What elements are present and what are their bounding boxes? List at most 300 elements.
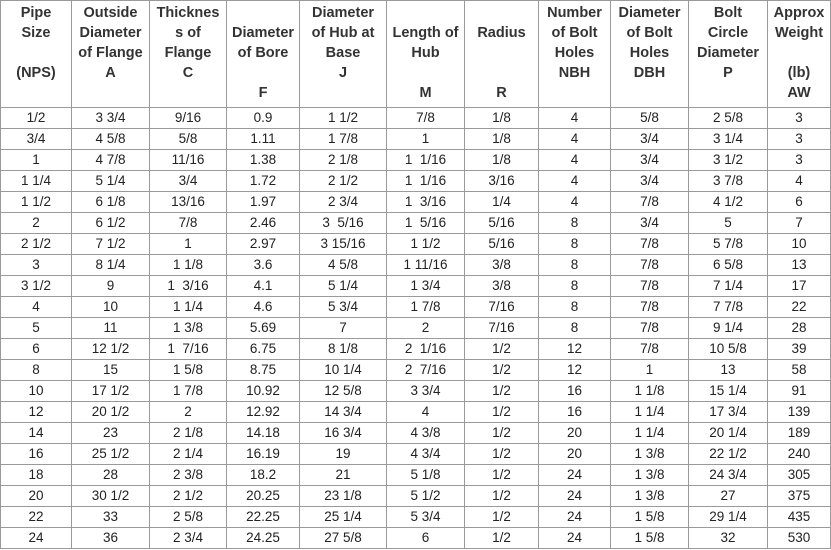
bolt-hole-diameter-cell: 1 3/8 — [611, 486, 689, 507]
pipe-size-cell: 1 1/4 — [1, 171, 72, 192]
pipe-size-cell: 18 — [1, 465, 72, 486]
pipe-size-cell: 3 1/2 — [1, 276, 72, 297]
outside-diameter-cell: 28 — [72, 465, 150, 486]
outside-diameter-cell: 23 — [72, 423, 150, 444]
approx-weight-header — [768, 1, 831, 108]
bolt-hole-count-cell: 12 — [539, 360, 611, 381]
radius-cell: 1/8 — [465, 129, 539, 150]
bolt-hole-count-cell: 12 — [539, 339, 611, 360]
flange-thickness-cell: 11/16 — [150, 150, 227, 171]
table-row — [1, 318, 831, 339]
pipe-size-cell: 5 — [1, 318, 72, 339]
approx-weight-cell: 375 — [768, 486, 831, 507]
pipe-size-cell: 1/2 — [1, 108, 72, 129]
hub-base-diameter-cell: 4 5/8 — [300, 255, 387, 276]
header-line: Pipe — [20, 5, 52, 21]
approx-weight-cell: 3 — [768, 150, 831, 171]
table-row — [1, 150, 831, 171]
flange-thickness-cell: 1 — [150, 234, 227, 255]
header-spacer — [465, 43, 538, 63]
flange-thickness-cell: 7/8 — [150, 213, 227, 234]
hub-base-diameter-cell: 1 7/8 — [300, 129, 387, 150]
bolt-hole-diameter-cell: 7/8 — [611, 276, 689, 297]
hub-base-diameter-header — [300, 1, 387, 108]
hub-base-diameter-cell: 16 3/4 — [300, 423, 387, 444]
pipe-size-cell: 4 — [1, 297, 72, 318]
hub-base-diameter-cell: 3 5/16 — [300, 213, 387, 234]
hub-length-cell: 5 3/4 — [387, 507, 465, 528]
radius-cell: 1/2 — [465, 444, 539, 465]
outside-diameter-cell: 20 1/2 — [72, 402, 150, 423]
table-row — [1, 465, 831, 486]
outside-diameter-cell: 5 1/4 — [72, 171, 150, 192]
header-line: Thicknes — [156, 5, 220, 21]
approx-weight-cell: 17 — [768, 276, 831, 297]
flange-thickness-cell: 5/8 — [150, 129, 227, 150]
bore-diameter-cell: 5.69 — [227, 318, 300, 339]
outside-diameter-cell: 15 — [72, 360, 150, 381]
bolt-hole-count-cell: 4 — [539, 150, 611, 171]
hub-base-diameter-cell: 27 5/8 — [300, 528, 387, 549]
table-row — [1, 507, 831, 528]
bolt-circle-diameter-cell: 6 5/8 — [689, 255, 768, 276]
approx-weight-cell: 3 — [768, 129, 831, 150]
bolt-hole-diameter-cell: 7/8 — [611, 255, 689, 276]
flange-thickness-cell: 1 1/8 — [150, 255, 227, 276]
pipe-size-cell: 14 — [1, 423, 72, 444]
outside-diameter-cell: 4 5/8 — [72, 129, 150, 150]
bore-diameter-cell: 6.75 — [227, 339, 300, 360]
bolt-circle-diameter-cell: 10 5/8 — [689, 339, 768, 360]
table-row — [1, 528, 831, 549]
pipe-size-cell: 2 — [1, 213, 72, 234]
bore-diameter-cell: 22.25 — [227, 507, 300, 528]
table-row — [1, 297, 831, 318]
flange-thickness-cell: 2 3/4 — [150, 528, 227, 549]
header-line: of Flange — [78, 45, 143, 61]
radius-cell: 1/2 — [465, 465, 539, 486]
table-row — [1, 339, 831, 360]
outside-diameter-cell: 11 — [72, 318, 150, 339]
bolt-circle-diameter-cell: 27 — [689, 486, 768, 507]
bolt-hole-diameter-cell: 1 3/8 — [611, 465, 689, 486]
header-line: F — [258, 85, 268, 101]
approx-weight-cell: 13 — [768, 255, 831, 276]
header-line: C — [182, 65, 194, 81]
pipe-size-cell: 8 — [1, 360, 72, 381]
flange-thickness-cell: 1 1/4 — [150, 297, 227, 318]
approx-weight-cell: 10 — [768, 234, 831, 255]
bore-diameter-cell: 8.75 — [227, 360, 300, 381]
table-row — [1, 402, 831, 423]
bolt-circle-diameter-header — [689, 1, 768, 108]
bolt-hole-count-header — [539, 1, 611, 108]
flange-thickness-cell: 1 3/8 — [150, 318, 227, 339]
radius-cell: 1/2 — [465, 339, 539, 360]
outside-diameter-cell: 3 3/4 — [72, 108, 150, 129]
radius-cell: 7/16 — [465, 297, 539, 318]
pipe-size-cell: 20 — [1, 486, 72, 507]
outside-diameter-cell: 6 1/2 — [72, 213, 150, 234]
approx-weight-cell: 28 — [768, 318, 831, 339]
approx-weight-cell: 39 — [768, 339, 831, 360]
outside-diameter-cell: 8 1/4 — [72, 255, 150, 276]
pipe-size-cell: 3/4 — [1, 129, 72, 150]
hub-length-cell: 3 3/4 — [387, 381, 465, 402]
outside-diameter-cell: 6 1/8 — [72, 192, 150, 213]
hub-base-diameter-cell: 14 3/4 — [300, 402, 387, 423]
hub-length-cell: 1 11/16 — [387, 255, 465, 276]
approx-weight-cell: 240 — [768, 444, 831, 465]
flange-thickness-cell: 2 3/8 — [150, 465, 227, 486]
bolt-hole-count-cell: 20 — [539, 423, 611, 444]
header-line: Size — [21, 25, 51, 41]
bolt-hole-count-cell: 4 — [539, 108, 611, 129]
hub-length-cell: 1 3/16 — [387, 192, 465, 213]
hub-length-cell: 6 — [387, 528, 465, 549]
bolt-hole-diameter-cell: 1 5/8 — [611, 528, 689, 549]
outside-diameter-cell: 12 1/2 — [72, 339, 150, 360]
header-line: of Hub at — [311, 25, 375, 41]
radius-cell: 1/2 — [465, 507, 539, 528]
header-line: AW — [787, 85, 811, 101]
bore-diameter-cell: 18.2 — [227, 465, 300, 486]
bolt-circle-diameter-cell: 13 — [689, 360, 768, 381]
table-row — [1, 255, 831, 276]
header-line: Circle — [707, 25, 749, 41]
bolt-hole-count-cell: 8 — [539, 318, 611, 339]
hub-length-cell: 1 7/8 — [387, 297, 465, 318]
bore-diameter-cell: 20.25 — [227, 486, 300, 507]
flange-thickness-cell: 1 7/8 — [150, 381, 227, 402]
bolt-hole-count-cell: 24 — [539, 528, 611, 549]
radius-cell: 1/2 — [465, 402, 539, 423]
approx-weight-cell: 4 — [768, 171, 831, 192]
outside-diameter-cell: 30 1/2 — [72, 486, 150, 507]
bore-diameter-cell: 1.97 — [227, 192, 300, 213]
header-line: A — [105, 65, 116, 81]
hub-base-diameter-cell: 5 3/4 — [300, 297, 387, 318]
header-spacer — [227, 3, 299, 23]
bolt-hole-diameter-cell: 7/8 — [611, 318, 689, 339]
bolt-circle-diameter-cell: 15 1/4 — [689, 381, 768, 402]
header-line: Holes — [629, 45, 670, 61]
bore-diameter-cell: 2.46 — [227, 213, 300, 234]
bore-diameter-cell: 1.38 — [227, 150, 300, 171]
approx-weight-cell: 6 — [768, 192, 831, 213]
flange-thickness-cell: 9/16 — [150, 108, 227, 129]
table-row — [1, 486, 831, 507]
bolt-hole-diameter-cell: 3/4 — [611, 129, 689, 150]
bore-diameter-cell: 12.92 — [227, 402, 300, 423]
approx-weight-cell: 435 — [768, 507, 831, 528]
radius-cell: 1/8 — [465, 150, 539, 171]
bore-diameter-cell: 0.9 — [227, 108, 300, 129]
pipe-size-cell: 3 — [1, 255, 72, 276]
header-line: Radius — [477, 25, 526, 41]
bolt-hole-diameter-cell: 3/4 — [611, 213, 689, 234]
radius-cell: 7/16 — [465, 318, 539, 339]
hub-base-diameter-cell: 3 15/16 — [300, 234, 387, 255]
radius-cell: 1/2 — [465, 528, 539, 549]
bolt-hole-count-cell: 24 — [539, 507, 611, 528]
header-line: J — [338, 65, 348, 81]
radius-cell: 1/2 — [465, 360, 539, 381]
hub-base-diameter-cell: 7 — [300, 318, 387, 339]
bolt-hole-diameter-cell: 1 — [611, 360, 689, 381]
header-line: Approx — [773, 5, 825, 21]
table-row — [1, 381, 831, 402]
bolt-circle-diameter-cell: 17 3/4 — [689, 402, 768, 423]
pipe-size-cell: 1 — [1, 150, 72, 171]
pipe-size-cell: 1 1/2 — [1, 192, 72, 213]
flange-thickness-header — [150, 1, 227, 108]
bolt-hole-count-cell: 4 — [539, 171, 611, 192]
hub-base-diameter-cell: 25 1/4 — [300, 507, 387, 528]
bolt-circle-diameter-cell: 3 1/2 — [689, 150, 768, 171]
bolt-circle-diameter-cell: 3 7/8 — [689, 171, 768, 192]
bore-diameter-cell: 10.92 — [227, 381, 300, 402]
header-line: Diameter — [311, 5, 375, 21]
flange-thickness-cell: 2 — [150, 402, 227, 423]
approx-weight-cell: 91 — [768, 381, 831, 402]
bolt-circle-diameter-cell: 4 1/2 — [689, 192, 768, 213]
flange-thickness-cell: 2 5/8 — [150, 507, 227, 528]
header-spacer — [227, 63, 299, 83]
hub-length-cell: 5 1/2 — [387, 486, 465, 507]
header-line: Diameter — [79, 25, 142, 41]
header-line: Diameter — [231, 25, 295, 41]
hub-length-cell: 1 1/2 — [387, 234, 465, 255]
bolt-hole-count-cell: 8 — [539, 234, 611, 255]
bolt-circle-diameter-cell: 29 1/4 — [689, 507, 768, 528]
hub-base-diameter-cell: 2 3/4 — [300, 192, 387, 213]
bore-diameter-cell: 14.18 — [227, 423, 300, 444]
bore-diameter-cell: 4.1 — [227, 276, 300, 297]
table-row — [1, 108, 831, 129]
bolt-hole-diameter-cell: 7/8 — [611, 339, 689, 360]
hub-length-cell: 1 1/16 — [387, 150, 465, 171]
hub-length-cell: 1 1/16 — [387, 171, 465, 192]
pipe-size-header — [1, 1, 72, 108]
header-line: (NPS) — [16, 65, 56, 81]
approx-weight-cell: 139 — [768, 402, 831, 423]
bolt-hole-count-cell: 4 — [539, 192, 611, 213]
bolt-hole-count-cell: 20 — [539, 444, 611, 465]
bolt-hole-diameter-header — [611, 1, 689, 108]
bolt-hole-diameter-cell: 7/8 — [611, 192, 689, 213]
table-row — [1, 423, 831, 444]
hub-base-diameter-cell: 12 5/8 — [300, 381, 387, 402]
outside-diameter-cell: 17 1/2 — [72, 381, 150, 402]
radius-cell: 3/8 — [465, 255, 539, 276]
pipe-size-cell: 12 — [1, 402, 72, 423]
flange-thickness-cell: 2 1/4 — [150, 444, 227, 465]
bolt-hole-count-cell: 4 — [539, 129, 611, 150]
header-line: Diameter — [618, 5, 681, 21]
pipe-size-cell: 16 — [1, 444, 72, 465]
radius-cell: 5/16 — [465, 213, 539, 234]
outside-diameter-cell: 7 1/2 — [72, 234, 150, 255]
header-line: of Bolt — [626, 25, 673, 41]
bolt-hole-count-cell: 24 — [539, 465, 611, 486]
hub-length-cell: 2 — [387, 318, 465, 339]
bore-diameter-header — [227, 1, 300, 108]
hub-base-diameter-cell: 10 1/4 — [300, 360, 387, 381]
approx-weight-cell: 305 — [768, 465, 831, 486]
flange-thickness-cell: 13/16 — [150, 192, 227, 213]
radius-cell: 3/16 — [465, 171, 539, 192]
outside-diameter-cell: 36 — [72, 528, 150, 549]
header-spacer — [387, 3, 464, 23]
hub-length-cell: 1 5/16 — [387, 213, 465, 234]
bolt-circle-diameter-cell: 24 3/4 — [689, 465, 768, 486]
hub-length-cell: 4 — [387, 402, 465, 423]
table-row — [1, 276, 831, 297]
hub-length-cell: 7/8 — [387, 108, 465, 129]
flange-thickness-cell: 3/4 — [150, 171, 227, 192]
outside-diameter-cell: 25 1/2 — [72, 444, 150, 465]
hub-length-cell: 2 7/16 — [387, 360, 465, 381]
approx-weight-cell: 7 — [768, 213, 831, 234]
hub-base-diameter-cell: 1 1/2 — [300, 108, 387, 129]
approx-weight-cell: 22 — [768, 297, 831, 318]
flange-thickness-cell: 1 7/16 — [150, 339, 227, 360]
hub-base-diameter-cell: 21 — [300, 465, 387, 486]
bolt-hole-count-cell: 16 — [539, 381, 611, 402]
hub-length-cell: 4 3/4 — [387, 444, 465, 465]
flange-thickness-cell: 1 3/16 — [150, 276, 227, 297]
hub-length-cell: 1 3/4 — [387, 276, 465, 297]
pipe-size-cell: 22 — [1, 507, 72, 528]
outside-diameter-cell: 33 — [72, 507, 150, 528]
bolt-hole-diameter-cell: 1 1/8 — [611, 381, 689, 402]
bore-diameter-cell: 1.72 — [227, 171, 300, 192]
bolt-circle-diameter-cell: 3 1/4 — [689, 129, 768, 150]
header-line: R — [496, 85, 507, 101]
bore-diameter-cell: 24.25 — [227, 528, 300, 549]
approx-weight-cell: 189 — [768, 423, 831, 444]
approx-weight-cell: 3 — [768, 108, 831, 129]
bolt-circle-diameter-cell: 5 — [689, 213, 768, 234]
flange-thickness-cell: 2 1/8 — [150, 423, 227, 444]
header-line: Holes — [554, 45, 595, 61]
bolt-hole-diameter-cell: 1 5/8 — [611, 507, 689, 528]
header-line: P — [723, 65, 733, 81]
header-line: Length of — [392, 25, 459, 41]
bolt-circle-diameter-cell: 20 1/4 — [689, 423, 768, 444]
bore-diameter-cell: 1.11 — [227, 129, 300, 150]
bolt-circle-diameter-cell: 7 7/8 — [689, 297, 768, 318]
table-row — [1, 171, 831, 192]
header-line: Diameter — [696, 45, 760, 61]
pipe-size-cell: 2 1/2 — [1, 234, 72, 255]
pipe-size-cell: 6 — [1, 339, 72, 360]
table-body — [1, 108, 831, 549]
table-row — [1, 192, 831, 213]
bolt-hole-count-cell: 8 — [539, 213, 611, 234]
bolt-hole-count-cell: 8 — [539, 255, 611, 276]
radius-cell: 1/2 — [465, 486, 539, 507]
hub-length-header — [387, 1, 465, 108]
pipe-size-cell: 24 — [1, 528, 72, 549]
header-line: of Bolt — [551, 25, 598, 41]
hub-base-diameter-cell: 5 1/4 — [300, 276, 387, 297]
approx-weight-cell: 530 — [768, 528, 831, 549]
bolt-hole-diameter-cell: 5/8 — [611, 108, 689, 129]
table-row — [1, 213, 831, 234]
radius-cell: 1/2 — [465, 423, 539, 444]
header-line: DBH — [633, 65, 666, 81]
hub-base-diameter-cell: 2 1/2 — [300, 171, 387, 192]
approx-weight-cell: 58 — [768, 360, 831, 381]
header-line: Flange — [164, 45, 212, 61]
bolt-circle-diameter-cell: 5 7/8 — [689, 234, 768, 255]
hub-length-cell: 4 3/8 — [387, 423, 465, 444]
hub-length-cell: 5 1/8 — [387, 465, 465, 486]
table-row — [1, 234, 831, 255]
bolt-circle-diameter-cell: 32 — [689, 528, 768, 549]
header-line: Weight — [774, 25, 824, 41]
bolt-hole-diameter-cell: 7/8 — [611, 297, 689, 318]
bolt-hole-diameter-cell: 1 3/8 — [611, 444, 689, 465]
hub-length-cell: 2 1/16 — [387, 339, 465, 360]
bolt-circle-diameter-cell: 2 5/8 — [689, 108, 768, 129]
flange-thickness-cell: 2 1/2 — [150, 486, 227, 507]
header-spacer — [387, 63, 464, 83]
bolt-circle-diameter-cell: 9 1/4 — [689, 318, 768, 339]
header-line: Bolt — [713, 5, 743, 21]
hub-base-diameter-cell: 2 1/8 — [300, 150, 387, 171]
header-line: (lb) — [787, 65, 811, 81]
hub-base-diameter-cell: 19 — [300, 444, 387, 465]
header-line: M — [419, 85, 432, 101]
header-line: s of — [175, 25, 201, 41]
header-spacer — [465, 3, 538, 23]
bolt-hole-diameter-cell: 3/4 — [611, 171, 689, 192]
hub-base-diameter-cell: 23 1/8 — [300, 486, 387, 507]
header-line: Base — [325, 45, 361, 61]
bolt-hole-count-cell: 24 — [539, 486, 611, 507]
radius-cell: 1/4 — [465, 192, 539, 213]
bolt-hole-diameter-cell: 7/8 — [611, 234, 689, 255]
table-row — [1, 444, 831, 465]
bolt-circle-diameter-cell: 22 1/2 — [689, 444, 768, 465]
hub-length-cell: 1 — [387, 129, 465, 150]
header-line: NBH — [558, 65, 591, 81]
outside-diameter-cell: 4 7/8 — [72, 150, 150, 171]
bolt-hole-diameter-cell: 1 1/4 — [611, 402, 689, 423]
header-spacer — [768, 43, 830, 63]
pipe-size-cell: 10 — [1, 381, 72, 402]
bolt-hole-count-cell: 8 — [539, 276, 611, 297]
bolt-hole-diameter-cell: 1 1/4 — [611, 423, 689, 444]
bore-diameter-cell: 4.6 — [227, 297, 300, 318]
header-spacer — [465, 63, 538, 83]
bolt-hole-count-cell: 8 — [539, 297, 611, 318]
bolt-hole-count-cell: 16 — [539, 402, 611, 423]
radius-cell: 1/2 — [465, 381, 539, 402]
flange-thickness-cell: 1 5/8 — [150, 360, 227, 381]
table-header-row — [1, 1, 831, 108]
outside-diameter-cell: 10 — [72, 297, 150, 318]
radius-cell: 3/8 — [465, 276, 539, 297]
header-line: of Bore — [237, 45, 289, 61]
table-row — [1, 360, 831, 381]
radius-cell: 5/16 — [465, 234, 539, 255]
bore-diameter-cell: 16.19 — [227, 444, 300, 465]
outside-diameter-header — [72, 1, 150, 108]
